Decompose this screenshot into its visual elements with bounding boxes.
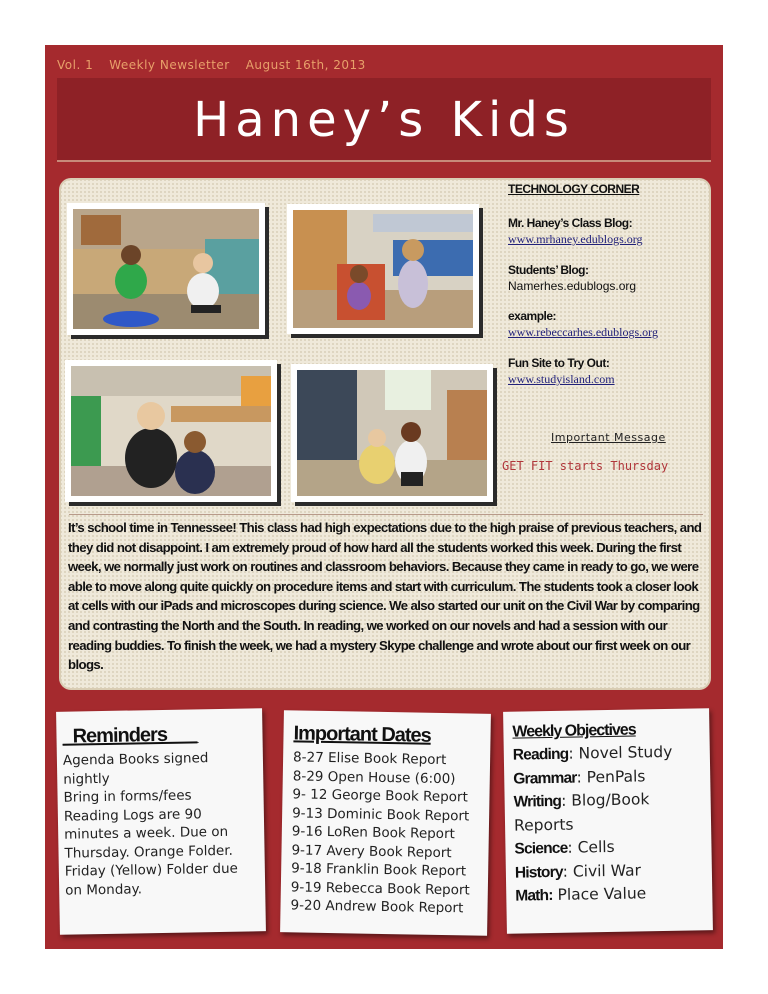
date-item: 8-27 Elise Book Report <box>292 749 447 769</box>
important-message-title: Important Message <box>551 431 666 444</box>
objective-item <box>513 740 708 767</box>
objective-subject: Reading <box>512 745 569 764</box>
objective-item <box>513 787 708 814</box>
objective-sep: : <box>560 791 567 810</box>
date-item: 9- 12 George Book Report <box>292 786 468 806</box>
volume: Vol. 1 <box>57 58 94 72</box>
objective-value: Reports <box>513 815 574 835</box>
fun-site-link[interactable]: www.studyisland.com <box>508 372 615 386</box>
reminder-line: Reading Logs are 90 <box>63 805 202 825</box>
objective-sep: : <box>567 838 573 857</box>
date-item: 9-16 LoRen Book Report <box>291 823 456 843</box>
classroom-photo-1 <box>67 203 265 335</box>
objective-sep: : <box>568 744 574 763</box>
objective-value: Novel Study <box>573 742 673 763</box>
objective-item <box>515 858 710 885</box>
objective-item <box>513 764 708 791</box>
important-dates-title: Important Dates <box>293 722 431 747</box>
weekly-objectives-title: Weekly Objectives <box>512 721 636 741</box>
objective-sep: : <box>562 862 569 881</box>
class-blog-link[interactable]: www.mrhaney.edublogs.org <box>508 232 643 246</box>
objective-item <box>514 811 709 838</box>
objective-value: Cells <box>572 837 615 857</box>
newsletter-page <box>45 45 723 949</box>
masthead-line <box>57 58 382 72</box>
example-link[interactable]: www.rebeccarhes.edublogs.org <box>508 325 658 339</box>
fun-site-label: Fun Site to Try Out: <box>508 356 610 370</box>
reminder-line: Friday (Yellow) Folder due <box>64 860 239 880</box>
reminder-line: Thursday. Orange Folder. <box>64 842 234 862</box>
main-card <box>59 178 711 690</box>
date-item: 9-18 Franklin Book Report <box>291 860 467 880</box>
reminder-line: Agenda Books signed <box>62 750 209 769</box>
objective-sep: : <box>576 767 582 787</box>
students-blog-value: Namerhes.edublogs.org <box>508 279 637 293</box>
classroom-photo-4 <box>291 364 493 502</box>
reminder-line: nightly <box>63 770 110 788</box>
classroom-photo-3 <box>65 360 277 502</box>
reminders-title: _Reminders___ <box>62 723 198 748</box>
date-item: 8-29 Open House (6:00) <box>292 767 456 787</box>
weekly-story: It’s school time in Tennessee! This class had high expectations due to the high praise of previous teachers, and they did not disappoint. I am extremely proud of how hard all the students worked this week. During the first week, we normally just work on routines and classroom behaviors. Because they came in ready to go, we were able to move along quite quickly on procedure items and start with curriculum. The students took a closer look at cells with our iPads and microscopes during science. We also started our unit on the Civil War by comparing and contrasting the North and the South. In reading, we worked on our novels and had a session with our reading buddies. To finish the week, we had a mystery Skype challenge and wrote about our first week on our blogs. <box>68 520 702 673</box>
objective-value: Blog/Book <box>566 790 650 810</box>
important-message-text: GET FIT starts Thursday <box>502 459 669 473</box>
newsletter-title: Haney’s Kids <box>193 92 575 148</box>
divider <box>69 514 703 515</box>
objective-value: PenPals <box>581 766 646 786</box>
important-dates-list <box>290 748 488 918</box>
newsletter-kind: Weekly Newsletter <box>109 58 230 72</box>
classroom-photo-2 <box>287 204 479 334</box>
reminder-line: Bring in forms/fees <box>63 787 192 806</box>
weekly-objectives-note <box>503 708 713 934</box>
date-item: 9-19 Rebecca Book Report <box>290 878 470 898</box>
reminder-line: minutes a week. Due on <box>64 823 229 843</box>
objective-value: Place Value <box>552 884 647 904</box>
objectives-list <box>513 740 711 908</box>
important-dates-note <box>280 710 491 936</box>
reminders-list <box>63 748 266 899</box>
class-blog-label: Mr. Haney’s Class Blog: <box>508 216 633 230</box>
technology-corner-heading: TECHNOLOGY CORNER <box>508 182 640 196</box>
example-label: example: <box>508 309 557 323</box>
date-item: 9-20 Andrew Book Report <box>290 897 464 917</box>
issue-date: August 16th, 2013 <box>245 58 366 72</box>
objective-item <box>514 834 709 861</box>
date-item: 9-13 Dominic Book Report <box>292 804 470 824</box>
reminder-line: on Monday. <box>65 880 143 899</box>
objective-subject: Science <box>514 839 568 858</box>
students-blog-label: Students’ Blog: <box>508 263 589 277</box>
objective-subject: Grammar <box>513 769 577 788</box>
objective-subject: Math: <box>515 886 553 905</box>
title-banner <box>57 78 711 162</box>
reminders-note <box>56 708 266 935</box>
objective-subject: Writing <box>513 792 562 811</box>
objective-subject: History <box>514 863 563 882</box>
objective-item <box>515 881 710 908</box>
objective-value: Civil War <box>567 860 642 881</box>
date-item: 9-17 Avery Book Report <box>291 841 452 861</box>
